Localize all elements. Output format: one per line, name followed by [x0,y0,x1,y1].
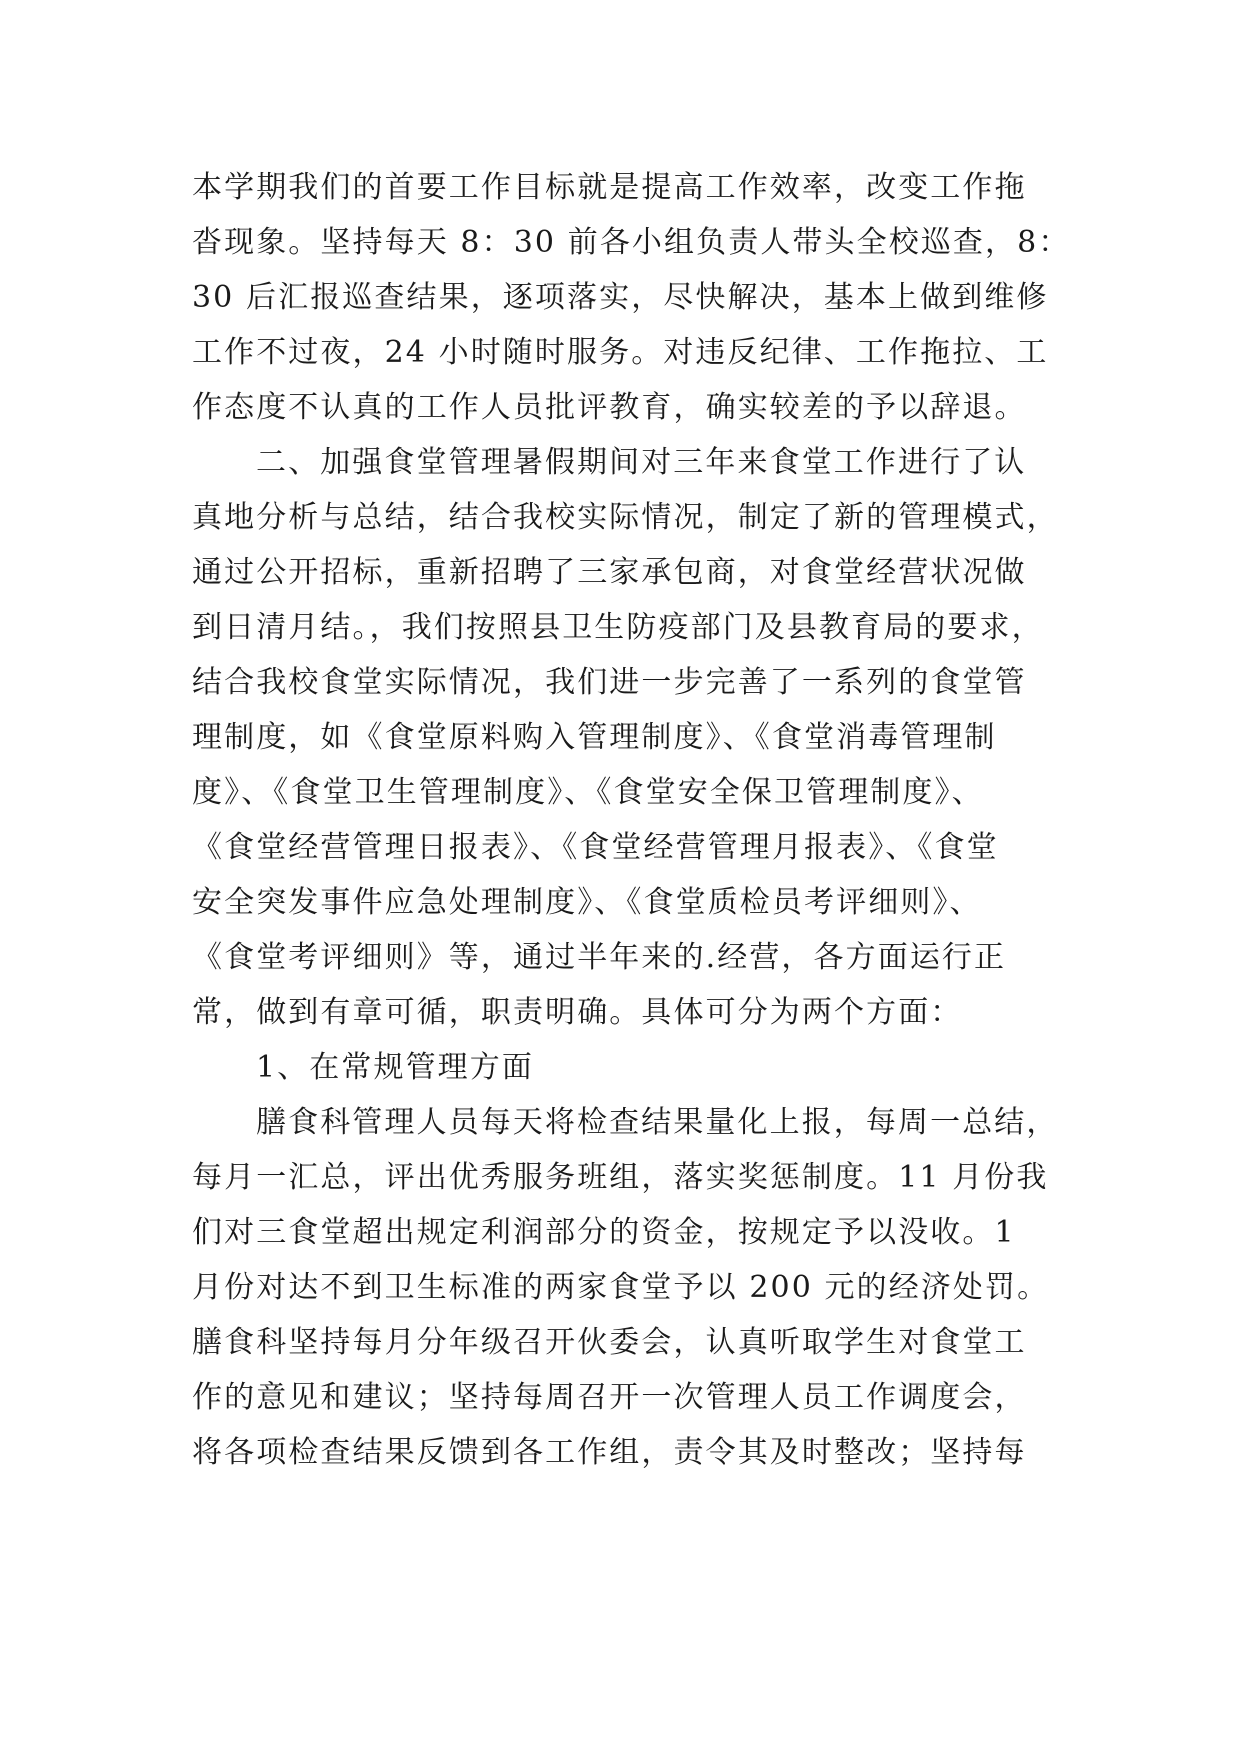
text-line: 作的意见和建议；坚持每周召开一次管理人员工作调度会， [192,1380,1027,1415]
text-line: 作态度不认真的工作人员批评教育，确实较差的予以辞退。 [192,390,1027,425]
text-line: 膳食科坚持每月分年级召开伙委会，认真听取学生对食堂工 [192,1325,1027,1360]
text-line: 工作不过夜，24 小时随时服务。对违反纪律、工作拖拉、工 [192,335,1049,370]
body-text [192,160,1071,1480]
text-line: 膳食科管理人员每天将检查结果量化上报，每周一总结， [256,1105,1059,1140]
text-line: 将各项检查结果反馈到各工作组，责令其及时整改；坚持每 [192,1435,1027,1470]
text-line: 沓现象。坚持每天 8：30 前各小组负责人带头全校巡查，8： [192,225,1071,260]
text-line: 度》、《食堂卫生管理制度》、《食堂安全保卫管理制度》、 [192,775,984,810]
text-line: 安全突发事件应急处理制度》、《食堂质检员考评细则》、 [192,885,982,920]
text-line: 结合我校食堂实际情况，我们进一步完善了一系列的食堂管 [192,665,1027,700]
text-line: 们对三食堂超出规定利润部分的资金，按规定予以没收。1 [192,1215,1016,1250]
section-heading-line: 二、加强食堂管理暑假期间对三年来食堂工作进行了认 [256,445,1027,480]
text-line: 到日清月结。，我们按照县卫生防疫部门及县教育局的要求， [192,610,1044,645]
text-line: 通过公开招标，重新招聘了三家承包商，对食堂经营状况做 [192,555,1027,590]
text-line: 《食堂考评细则》等，通过半年来的.经营，各方面运行正 [192,940,1007,975]
text-line: 理制度，如《食堂原料购入管理制度》、《食堂消毒管理制 [192,720,997,755]
text-line: 每月一汇总，评出优秀服务班组，落实奖惩制度。11 月份我 [192,1160,1049,1195]
text-line: 本学期我们的首要工作目标就是提高工作效率，改变工作拖 [192,170,1027,205]
subsection-heading: 1、在常规管理方面 [256,1050,534,1085]
text-line: 30 后汇报巡查结果，逐项落实，尽快解决，基本上做到维修 [192,280,1049,315]
text-line: 真地分析与总结，结合我校实际情况，制定了新的管理模式， [192,500,1059,535]
text-line: 月份对达不到卫生标准的两家食堂予以 200 元的经济处罚。 [192,1270,1050,1305]
text-line: 《食堂经营管理日报表》、《食堂经营管理月报表》、《食堂 [192,830,999,865]
text-line: 常，做到有章可循，职责明确。具体可分为两个方面： [192,995,963,1030]
